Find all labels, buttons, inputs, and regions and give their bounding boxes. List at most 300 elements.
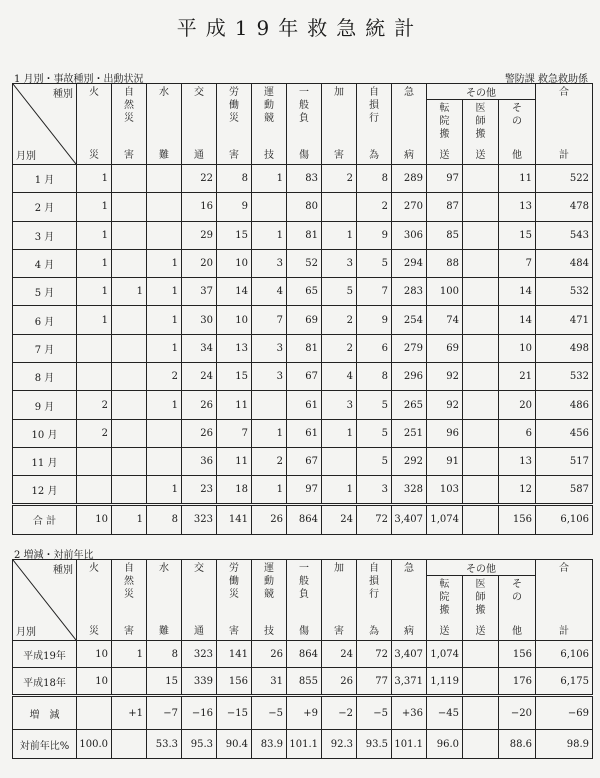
table-cell: 484 [536, 249, 593, 277]
header-char: 交 [194, 87, 204, 98]
table-cell: 306 [392, 221, 427, 249]
table-cell: 1 [147, 249, 182, 277]
table-cell: 2 [322, 306, 357, 334]
table-cell: 1 [252, 221, 287, 249]
table-cell: 30 [182, 306, 217, 334]
table-cell: 1 [252, 419, 287, 447]
header-char: 運 [264, 563, 274, 574]
table-cell: 292 [392, 447, 427, 475]
column-header [182, 560, 217, 641]
table-cell: 2 [77, 391, 112, 419]
row-label: 7 月 [13, 334, 77, 362]
table-cell: 52 [287, 249, 322, 277]
header-char: 行 [369, 589, 379, 600]
header-char: 自 [369, 87, 379, 98]
column-header [217, 560, 252, 641]
table-cell: 478 [536, 193, 593, 221]
table-row [13, 419, 593, 447]
header-char: 害 [124, 150, 134, 161]
table-cell: 283 [392, 278, 427, 306]
column-header [463, 576, 499, 641]
table-cell [77, 363, 112, 391]
table-cell: 5 [322, 278, 357, 306]
table-cell: 14 [499, 306, 536, 334]
column-header [287, 560, 322, 641]
table-cell: 91 [427, 447, 463, 475]
header-char: 害 [229, 150, 239, 161]
table-cell: 855 [287, 668, 322, 696]
table-cell: 532 [536, 363, 593, 391]
table-cell [112, 165, 147, 193]
row-label: 平成18年 [13, 668, 77, 696]
table-cell [463, 730, 499, 759]
table-cell: 26 [182, 419, 217, 447]
table-cell: 1 [112, 504, 147, 534]
header-char: 害 [334, 150, 344, 161]
row-label: 8 月 [13, 363, 77, 391]
header-char: 行 [369, 113, 379, 124]
monthly-table [12, 83, 593, 535]
table-cell: 7 [252, 306, 287, 334]
table-cell: 8 [147, 641, 182, 668]
table-cell: 270 [392, 193, 427, 221]
table-cell [112, 363, 147, 391]
table-cell: 69 [287, 306, 322, 334]
header-char: 災 [229, 589, 239, 600]
table-cell [77, 696, 112, 730]
table-cell: 289 [392, 165, 427, 193]
table-cell: 7 [499, 249, 536, 277]
column-header [463, 100, 499, 165]
table-cell: 471 [536, 306, 593, 334]
column-header [427, 576, 463, 641]
table-cell [463, 334, 499, 362]
header-char: 病 [404, 626, 414, 637]
table-row [13, 668, 593, 696]
table-cell: 328 [392, 476, 427, 504]
table-cell: 587 [536, 476, 593, 504]
table-cell: 15 [147, 668, 182, 696]
header-char: 通 [194, 150, 204, 161]
table-cell: 20 [499, 391, 536, 419]
column-header [217, 84, 252, 165]
table-cell: +9 [287, 696, 322, 730]
table-row [13, 641, 593, 668]
row-label: 5 月 [13, 278, 77, 306]
row-label: 平成19年 [13, 641, 77, 668]
table-cell: 4 [322, 363, 357, 391]
header-char: 院 [439, 116, 450, 127]
table-cell: 69 [427, 334, 463, 362]
table-cell: 24 [322, 504, 357, 534]
header-char: 為 [369, 150, 379, 161]
table-cell: 36 [182, 447, 217, 475]
section2-heading: 2 増減・対前年比 [14, 550, 94, 561]
table-cell: 26 [252, 504, 287, 534]
table-cell [463, 193, 499, 221]
table-cell [112, 419, 147, 447]
table-cell [463, 278, 499, 306]
header-char: の [512, 116, 522, 127]
header-char: 技 [264, 150, 274, 161]
table-cell: 1 [322, 476, 357, 504]
table-cell: 532 [536, 278, 593, 306]
table-cell: 1 [77, 193, 112, 221]
table-cell: 1 [252, 165, 287, 193]
header-char: 搬 [475, 605, 486, 616]
table-cell [77, 447, 112, 475]
header-char: 合 [559, 87, 570, 98]
table-cell: 67 [287, 363, 322, 391]
table-cell: 6 [499, 419, 536, 447]
table-cell: 517 [536, 447, 593, 475]
header-char: 競 [264, 589, 274, 600]
column-header [499, 100, 536, 165]
table-cell: 9 [357, 306, 392, 334]
table-cell: 254 [392, 306, 427, 334]
table-cell: 34 [182, 334, 217, 362]
header-char: 搬 [475, 129, 486, 140]
table-cell: 22 [182, 165, 217, 193]
table-cell: 1 [147, 334, 182, 362]
header-char: そ [512, 579, 522, 590]
table-cell: 1 [147, 391, 182, 419]
table-cell: 1 [77, 221, 112, 249]
table-cell: 2 [77, 419, 112, 447]
table-cell: 10 [217, 306, 252, 334]
table-cell: 11 [217, 391, 252, 419]
table-cell [112, 306, 147, 334]
header-char: 加 [334, 563, 344, 574]
header-char: 災 [124, 113, 134, 124]
column-header [427, 100, 463, 165]
table-cell [112, 668, 147, 696]
table-cell: 7 [357, 278, 392, 306]
header-char: 自 [124, 87, 134, 98]
header-char: 転 [439, 579, 450, 590]
table-cell: 87 [427, 193, 463, 221]
column-header [147, 84, 182, 165]
table-cell [77, 334, 112, 362]
header-char: 搬 [439, 605, 450, 616]
table-cell: +36 [392, 696, 427, 730]
table-cell: 97 [287, 476, 322, 504]
table-cell: 296 [392, 363, 427, 391]
column-header [499, 576, 536, 641]
table-cell: −20 [499, 696, 536, 730]
header-char: 送 [439, 626, 450, 637]
table-cell: 10 [217, 249, 252, 277]
table-cell: 88.6 [499, 730, 536, 759]
table-cell [112, 249, 147, 277]
row-label: 12 月 [13, 476, 77, 504]
header-char: 災 [89, 150, 99, 161]
table-cell: 265 [392, 391, 427, 419]
table-cell: 3 [322, 249, 357, 277]
table-cell [77, 476, 112, 504]
table-cell [147, 165, 182, 193]
row-label: 9 月 [13, 391, 77, 419]
table-cell: +1 [112, 696, 147, 730]
table-cell: 13 [499, 193, 536, 221]
column-header [252, 84, 287, 165]
table-cell: −15 [217, 696, 252, 730]
table-cell: 141 [217, 504, 252, 534]
table-cell: 11 [217, 447, 252, 475]
table-cell: 9 [217, 193, 252, 221]
header-char: 他 [512, 626, 522, 637]
header-char: 送 [439, 150, 450, 161]
header-char: 急 [404, 563, 414, 574]
table-cell [463, 641, 499, 668]
row-label: 増 減 [13, 696, 77, 730]
table-cell: 90.4 [217, 730, 252, 759]
table-cell: 53.3 [147, 730, 182, 759]
column-header [112, 560, 147, 641]
department-label: 警防課 救急救助係 [504, 74, 588, 85]
header-char: 医 [475, 103, 486, 114]
header-char: 火 [89, 87, 99, 98]
column-header [536, 84, 593, 165]
header-char: 然 [124, 576, 134, 587]
column-header [322, 84, 357, 165]
table-row [13, 193, 593, 221]
header-char: 自 [124, 563, 134, 574]
table-row [13, 334, 593, 362]
table-cell: −5 [252, 696, 287, 730]
table-cell: 96 [427, 419, 463, 447]
table-cell: 6,175 [536, 668, 593, 696]
table-cell: 294 [392, 249, 427, 277]
table-cell: 7 [217, 419, 252, 447]
header-char: 傷 [299, 150, 309, 161]
header-char: 搬 [439, 129, 450, 140]
table-cell: 522 [536, 165, 593, 193]
header-char: 傷 [299, 626, 309, 637]
table-cell: −69 [536, 696, 593, 730]
table-cell: −5 [357, 696, 392, 730]
table-cell: 61 [287, 419, 322, 447]
table-cell: 101.1 [287, 730, 322, 759]
table-cell: 14 [217, 278, 252, 306]
header-char: 計 [559, 626, 570, 637]
table-cell: 18 [217, 476, 252, 504]
header-char: 師 [475, 116, 486, 127]
header-char: 負 [299, 113, 309, 124]
table-cell: 8 [147, 504, 182, 534]
table-cell: 23 [182, 476, 217, 504]
table-cell: 323 [182, 641, 217, 668]
table-row [13, 730, 593, 759]
table-cell: 97 [427, 165, 463, 193]
row-label: 6 月 [13, 306, 77, 334]
table-cell: 10 [77, 668, 112, 696]
table-cell [112, 391, 147, 419]
table-cell: 486 [536, 391, 593, 419]
table-cell: 101.1 [392, 730, 427, 759]
table-cell: 456 [536, 419, 593, 447]
header-char: 病 [404, 150, 414, 161]
header-char: の [512, 592, 522, 603]
table-cell [463, 447, 499, 475]
table-cell: 339 [182, 668, 217, 696]
table-cell: 20 [182, 249, 217, 277]
table-cell: 61 [287, 391, 322, 419]
table-cell: 96.0 [427, 730, 463, 759]
header-char: 急 [404, 87, 414, 98]
header-char: 技 [264, 626, 274, 637]
table-cell: 6 [357, 334, 392, 362]
table-cell: 1 [322, 419, 357, 447]
header-char: そ [512, 103, 522, 114]
corner-type-label: 種別 [53, 565, 73, 576]
table-cell [252, 193, 287, 221]
row-label: 4 月 [13, 249, 77, 277]
table-cell [147, 419, 182, 447]
table-cell [463, 165, 499, 193]
table-row [13, 504, 593, 534]
header-char: 動 [264, 576, 274, 587]
header-char: 医 [475, 579, 486, 590]
table-cell: 15 [499, 221, 536, 249]
table-cell: 72 [357, 641, 392, 668]
table-cell: 88 [427, 249, 463, 277]
table-cell: 74 [427, 306, 463, 334]
table-cell: 1 [322, 221, 357, 249]
table-cell: 2 [147, 363, 182, 391]
column-header [392, 84, 427, 165]
table-row [13, 165, 593, 193]
table-cell: 3,407 [392, 641, 427, 668]
table-row [13, 363, 593, 391]
header-char: 働 [229, 100, 239, 111]
table-cell: 80 [287, 193, 322, 221]
table-cell [322, 193, 357, 221]
other-group-header: その他 [427, 560, 536, 576]
header-char: 労 [229, 87, 239, 98]
column-header [112, 84, 147, 165]
section1-heading: 1 月別・事故種別・出動状況 [14, 74, 144, 85]
table-cell: 9 [357, 221, 392, 249]
table-cell: 85 [427, 221, 463, 249]
table-row [13, 696, 593, 730]
table-cell: 5 [357, 249, 392, 277]
table-cell [463, 391, 499, 419]
header-char: 交 [194, 563, 204, 574]
table-cell: 100 [427, 278, 463, 306]
table-cell: 1 [147, 278, 182, 306]
row-label: 合 計 [13, 504, 77, 534]
table-cell: 15 [217, 363, 252, 391]
header-char: 加 [334, 87, 344, 98]
table-cell: 1 [77, 278, 112, 306]
row-label: 対前年比% [13, 730, 77, 759]
table-cell: 8 [217, 165, 252, 193]
table-cell: 12 [499, 476, 536, 504]
column-header [147, 560, 182, 641]
table-cell: 3,407 [392, 504, 427, 534]
header-char: 転 [439, 103, 450, 114]
column-header [287, 84, 322, 165]
column-header [182, 84, 217, 165]
table-cell: 3 [357, 476, 392, 504]
column-header [77, 84, 112, 165]
table-cell: 83.9 [252, 730, 287, 759]
table-cell: 1 [77, 249, 112, 277]
table-cell: 93.5 [357, 730, 392, 759]
header-char: 運 [264, 87, 274, 98]
table-cell: 92 [427, 391, 463, 419]
header-char: 通 [194, 626, 204, 637]
table-cell: 1 [77, 306, 112, 334]
table-cell [463, 668, 499, 696]
table-cell [147, 447, 182, 475]
table-cell: 31 [252, 668, 287, 696]
table-cell: 5 [357, 447, 392, 475]
table-cell [147, 193, 182, 221]
table-cell [463, 476, 499, 504]
table-cell: 2 [357, 193, 392, 221]
table-row [13, 391, 593, 419]
comparison-table [12, 559, 593, 759]
header-char: 害 [334, 626, 344, 637]
table-cell: 65 [287, 278, 322, 306]
table-cell: 26 [252, 641, 287, 668]
table-cell: 6,106 [536, 641, 593, 668]
table-cell: 13 [217, 334, 252, 362]
table-cell [463, 363, 499, 391]
table-cell: 3 [252, 363, 287, 391]
corner-month-label: 月別 [16, 151, 36, 162]
table-cell: 864 [287, 504, 322, 534]
table-cell: 81 [287, 221, 322, 249]
column-header [392, 560, 427, 641]
table-row [13, 278, 593, 306]
table-cell: 26 [322, 668, 357, 696]
table-cell: 1 [77, 165, 112, 193]
row-label: 10 月 [13, 419, 77, 447]
table-cell: 323 [182, 504, 217, 534]
header-char: 災 [229, 113, 239, 124]
table-cell: 6,106 [536, 504, 593, 534]
table-cell: 103 [427, 476, 463, 504]
table-cell: 15 [217, 221, 252, 249]
header-char: 損 [369, 576, 379, 587]
table-cell: 37 [182, 278, 217, 306]
table-cell: 3,371 [392, 668, 427, 696]
header-char: 師 [475, 592, 486, 603]
header-char: 他 [512, 150, 522, 161]
header-char: 災 [89, 626, 99, 637]
table-cell: 279 [392, 334, 427, 362]
header-char: 般 [299, 576, 309, 587]
header-char: 災 [124, 589, 134, 600]
table-cell [463, 221, 499, 249]
header-char: 負 [299, 589, 309, 600]
table-row [13, 249, 593, 277]
table-cell: 3 [322, 391, 357, 419]
table-cell: 24 [322, 641, 357, 668]
table-row [13, 476, 593, 504]
table-cell [252, 391, 287, 419]
page-title: 平成19年救急統計 [176, 16, 424, 40]
table-cell: 1 [112, 278, 147, 306]
column-header [252, 560, 287, 641]
corner-month-label: 月別 [16, 627, 36, 638]
header-char: 院 [439, 592, 450, 603]
table-cell: 10 [77, 504, 112, 534]
table-cell: 13 [499, 447, 536, 475]
